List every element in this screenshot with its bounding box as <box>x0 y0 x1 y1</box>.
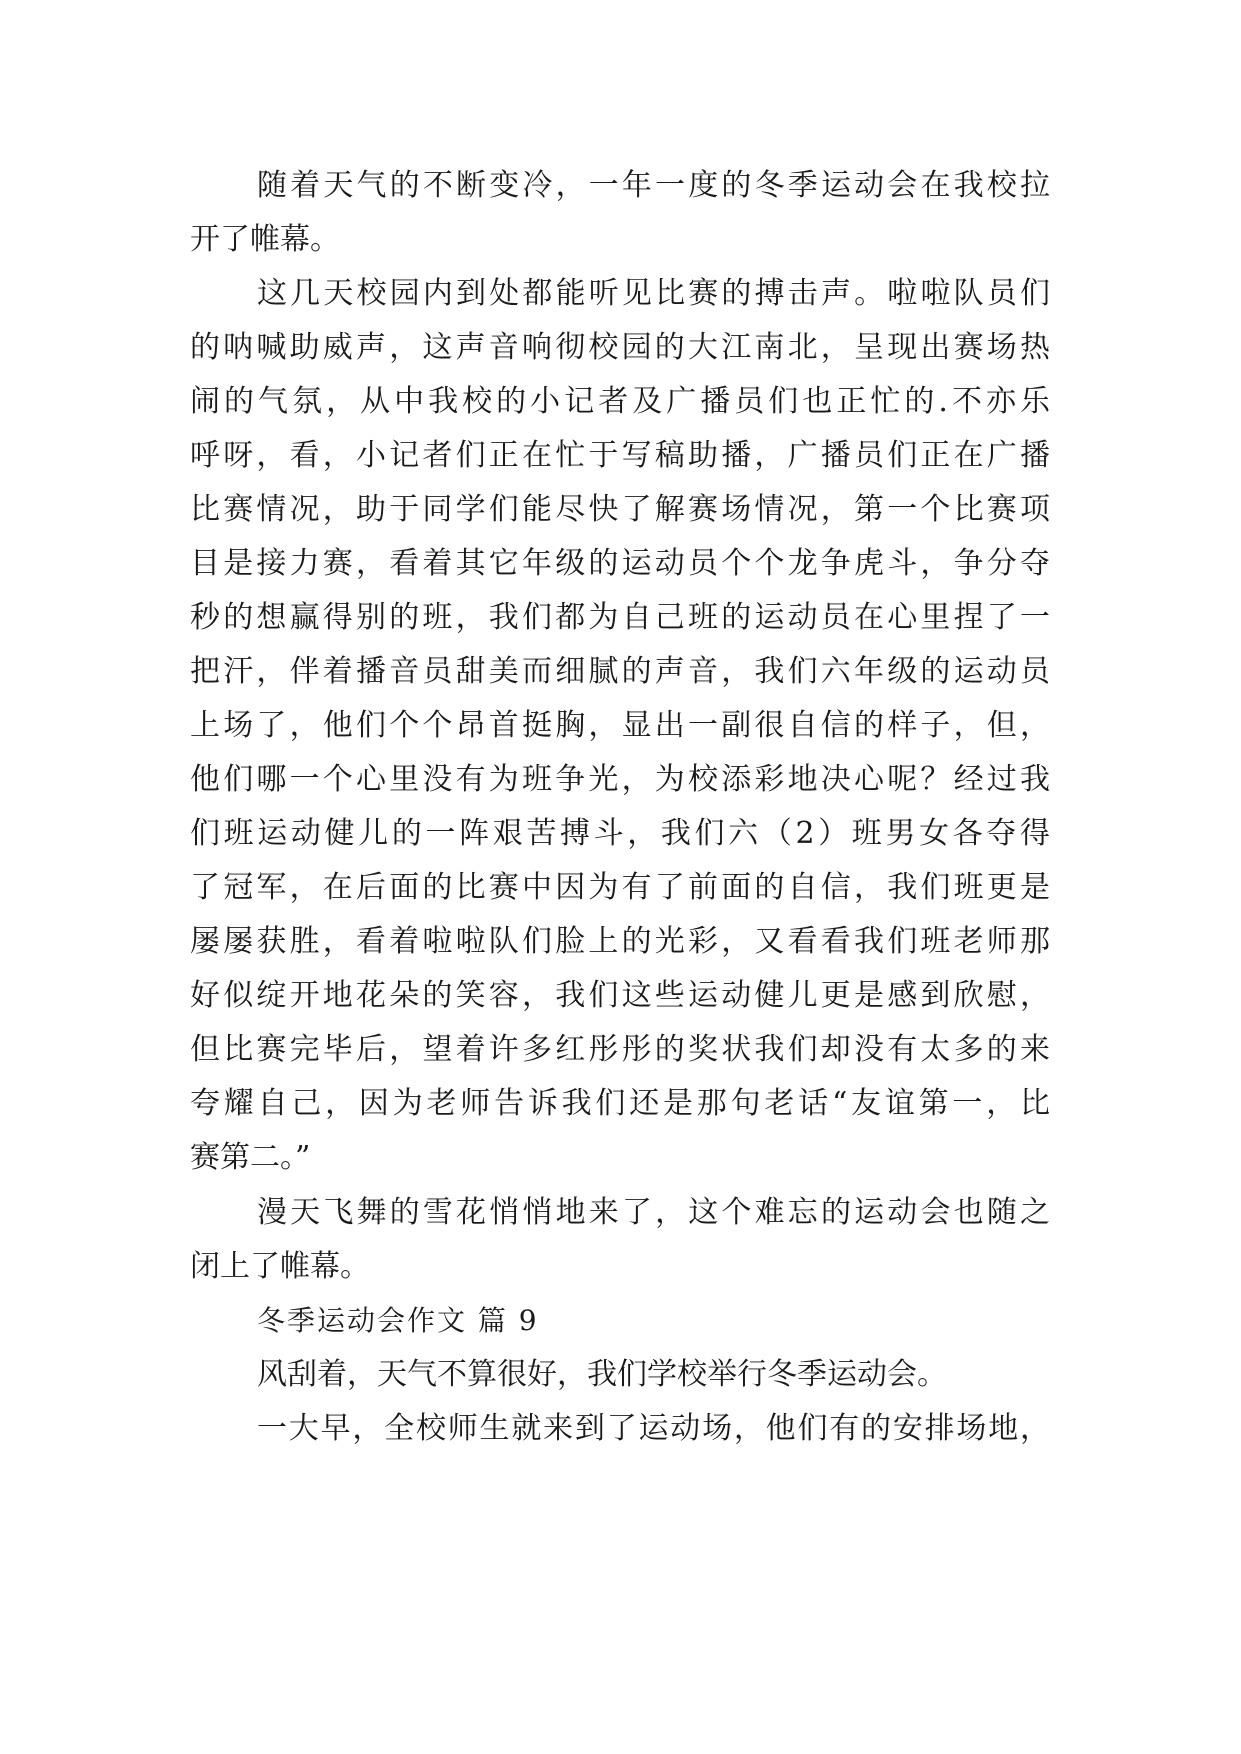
paragraph-line: 好似绽开地花朵的笑容，我们这些运动健儿更是感到欣慰， <box>190 978 1050 1013</box>
paragraph-line: 赛第二。” <box>190 1140 311 1175</box>
paragraph-line: 上场了，他们个个昂首挺胸，显出一副很自信的样子，但， <box>190 708 1050 743</box>
paragraph-line: 秒的想赢得别的班，我们都为自己班的运动员在心里捏了一 <box>190 600 1050 635</box>
paragraph-line: 闭上了帷幕。 <box>190 1249 370 1284</box>
paragraph-line: 比赛情况，助于同学们能尽快了解赛场情况，第一个比赛项 <box>190 492 1050 527</box>
paragraph-line: 风刮着，天气不算很好，我们学校举行冬季运动会。 <box>257 1357 947 1392</box>
paragraph-line: 把汗，伴着播音员甜美而细腻的声音，我们六年级的运动员 <box>190 654 1050 689</box>
paragraph-line: 但比赛完毕后，望着许多红彤彤的奖状我们却没有太多的来 <box>190 1032 1050 1067</box>
paragraph-line: 们班运动健儿的一阵艰苦搏斗，我们六（2）班男女各夺得 <box>190 816 1050 851</box>
paragraph-line: 屡屡获胜，看着啦啦队们脸上的光彩，又看看我们班老师那 <box>190 924 1050 959</box>
paragraph-line: 呼呀，看，小记者们正在忙于写稿助播，广播员们正在广播 <box>190 438 1050 473</box>
paragraph-line: 目是接力赛，看着其它年级的运动员个个龙争虎斗，争分夺 <box>190 546 1050 581</box>
paragraph-line: 漫天飞舞的雪花悄悄地来了，这个难忘的运动会也随之 <box>257 1195 1050 1230</box>
paragraph-line: 随着天气的不断变冷，一年一度的冬季运动会在我校拉 <box>257 168 1050 203</box>
paragraph-line: 闹的气氛，从中我校的小记者及广播员们也正忙的.不亦乐 <box>190 384 1050 419</box>
paragraph-line: 这几天校园内到处都能听见比赛的搏击声。啦啦队员们 <box>257 276 1050 311</box>
paragraph-line: 的呐喊助威声，这声音响彻校园的大江南北，呈现出赛场热 <box>190 330 1050 365</box>
paragraph-line: 了冠军，在后面的比赛中因为有了前面的自信，我们班更是 <box>190 870 1050 905</box>
paragraph-line: 他们哪一个心里没有为班争光，为校添彩地决心呢？经过我 <box>190 762 1050 797</box>
paragraph-line: 开了帷幕。 <box>190 222 340 257</box>
paragraph-line: 夸耀自己，因为老师告诉我们还是那句老话“友谊第一，比 <box>190 1086 1050 1121</box>
paragraph-line: 一大早，全校师生就来到了运动场，他们有的安排场地， <box>257 1411 1050 1446</box>
section-heading: 冬季运动会作文 篇 9 <box>257 1304 539 1337</box>
